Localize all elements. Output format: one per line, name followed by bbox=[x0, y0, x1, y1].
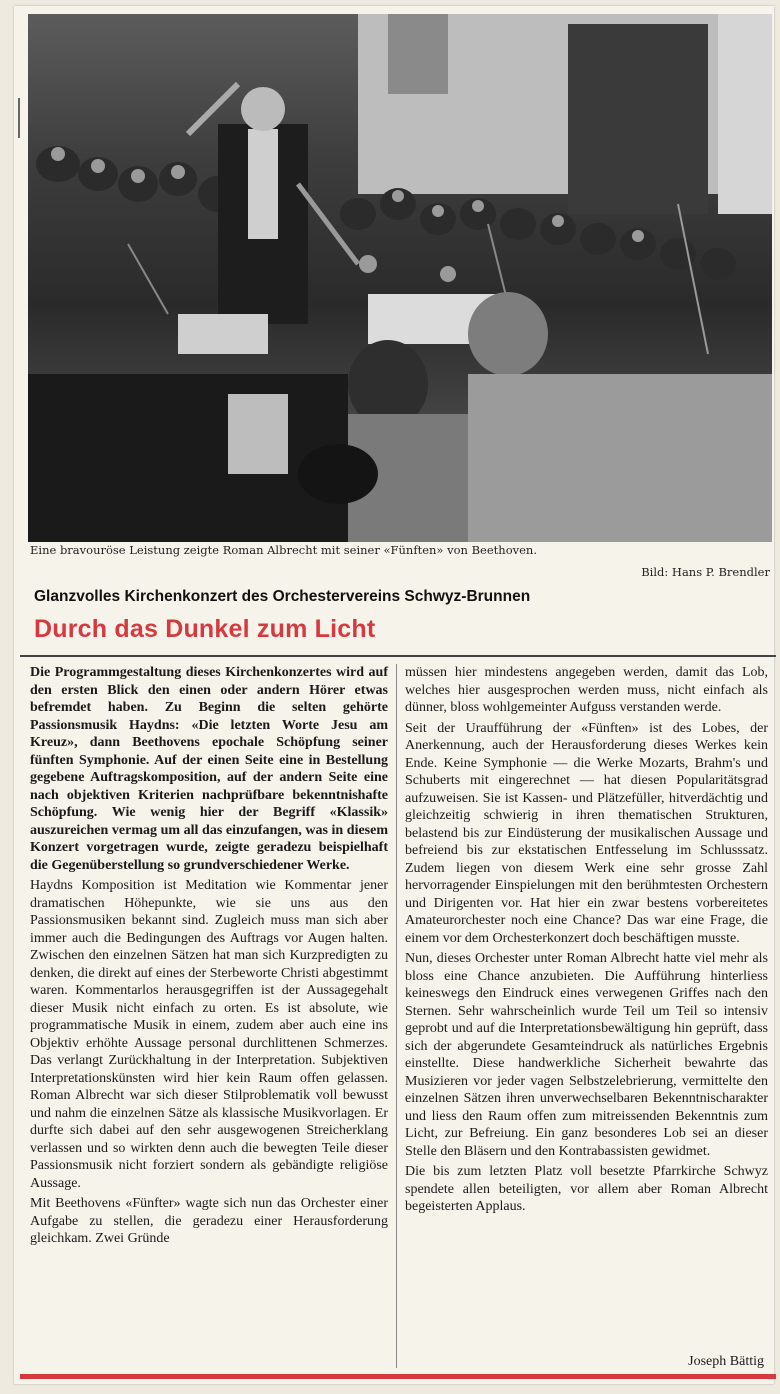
article-paragraph: müssen hier mindestens angegeben werden, damit das Lob, welches hier ausgesprochen werden muss, nicht einfach als dünner, bloss wohlgemeinter Aufguss verstanden werde. bbox=[405, 665, 768, 715]
article-paragraph: Mit Beethovens «Fünfter» wagte sich nun das Orchester einer Aufgabe zu stellen, die geradezu einer Herausforderung gleichkam. Zwei Gründe bbox=[30, 1196, 388, 1246]
concert-photo bbox=[28, 14, 772, 542]
article-kicker: Glanzvolles Kirchenkonzert des Orchestervereins Schwyz-Brunnen bbox=[34, 588, 531, 605]
article-paragraph: Seit der Uraufführung der «Fünften» ist des Lobes, der Anerkennung, auch der Herausforderung dieses Werkes kein Ende. Keine Symphonie — die Werke Mozarts, Brahm's und Schuberts mit eingerechnet — hat diesen Popularitätsgrad aufzuweisen. Sie ist Kassen- und Plätzefüller, hitverdächtig und gleichzeitig schwierig in ihren thematischen Strukturen, belastend bis zur Eindüsterung der musikalischen Aussage und befreiend bis zur ekstatischen Entfesselung im Schlusssatz. Zudem liegen von diesem Werk eine sehr grosse Zahl hervorragender Einspielungen mit den berühmtesten Orchestern und Dirigenten vor. Hat hier ein zwar bestens vorbereitetes Amateurorchester noch eine Chance? Das war eine Frage, die einem vor dem Orchesterkonzert doch beschäftigen musste. bbox=[405, 720, 768, 946]
article-headline: Durch das Dunkel zum Licht bbox=[34, 615, 376, 643]
article-column-right bbox=[405, 664, 768, 1219]
author-signature: Joseph Bättig bbox=[688, 1354, 764, 1369]
article-lead: Die Programmgestaltung dieses Kirchenkonzertes wird auf den ersten Blick den einen oder andern Hörer etwas befremdet haben. Zu Beginn die selten gehörte Passionsmusik Haydns: «Die letzten Worte Jesu am Kreuz», dann Beethovens epochale Schöpfung seiner fünften Symphonie. Auf der einen Seite eine in Bestellung gegebene Auftragskomposition, auf der andern Seite eine nach objektiven Kriterien nachprüfbare bekenntnishafte Schöpfung. Wie wenig hier der Begriff «Klassik» auszureichen vermag um all das einzufangen, was in diesem Konzert vorgetragen wurde, zeigte geradezu beispielhaft die Gegenüberstellung so grundverschiedener Werke. bbox=[30, 665, 388, 873]
article-column-left bbox=[30, 664, 388, 1251]
photo-credit: Bild: Hans P. Brendler bbox=[641, 565, 770, 579]
photo-caption: Eine bravouröse Leistung zeigte Roman Albrecht mit seiner «Fünften» von Beethoven. bbox=[30, 543, 537, 557]
article-paragraph: Haydns Komposition ist Meditation wie Kommentar jener dramatischen Höhepunkte, wie sie uns aus den Passionsmusiken bekannt sind. Zugleich muss man sich aber immer auch die Bedingungen des Auftrags vor Augen halten. Zwischen den einzelnen Sätzen hat man sich Kurzpredigten zu denken, die direkt auf eines der Sterbeworte Christi abgestimmt waren. Kommentarlos herausgegriffen ist der Aussagegehalt dieser Musik nicht einfach zu orten. Es ist absolute, wie programmatische Musik in einem, zudem aber auch eine ins Objektiv erhöhte Aussage personal durchlittenen Schmerzes. Das verlangt Zurückhaltung in der Interpretation. Subjektiven Interpretationskünsten wird hier kein Raum offen gelassen. Roman Albrecht war sich dieser Stilproblematik voll bewusst und nahm die einzelnen Sätze als klassische Musikvorlagen. Er durfte sich dabei auf den sehr ausgewogenen Streicherklang verlassen und so wirkten denn auch die bewegten Teile dieser Passionsmusik nicht forziert sondern als gebändigte religiöse Aussage. bbox=[30, 878, 388, 1191]
column-divider bbox=[396, 664, 397, 1368]
concert-photo-illustration bbox=[28, 14, 772, 542]
headline-rule bbox=[20, 655, 776, 657]
article-paragraph: Nun, dieses Orchester unter Roman Albrecht hatte viel mehr als bloss eine Chance anzubieten. Die Aufführung hinterliess keineswegs den Eindruck eines verwegenen Griffes nach den Sternen. Sehr wahrscheinlich wurde Teil um Teil so intensiv geprobt und auf die Interpretationsbewältigung hin geprüft, dass sich der abgerundete Gesamteindruck als natürliches Ergebnis einstellte. Diese handwerkliche Sicherheit bewahrte das Musizieren vor jeder vagen Selbstzelebrierung, vermittelte den einzelnen Sätzen ihren unverwechselbaren Bekenntnischarakter und liess den Raum offen zum mitreissenden Bekenntnis zum Licht, zur Befreiung. Ein ganz besonderes Lob sei an dieser Stelle den Bläsern und den Kontrabassisten gewidmet. bbox=[405, 951, 768, 1159]
article-paragraph: Die bis zum letzten Platz voll besetzte Pfarrkirche Schwyz spendete allen beteiligten, vor allem aber Roman Albrecht begeisterten Applaus. bbox=[405, 1164, 768, 1214]
staple-mark bbox=[18, 98, 20, 138]
bottom-red-rule bbox=[20, 1374, 776, 1379]
